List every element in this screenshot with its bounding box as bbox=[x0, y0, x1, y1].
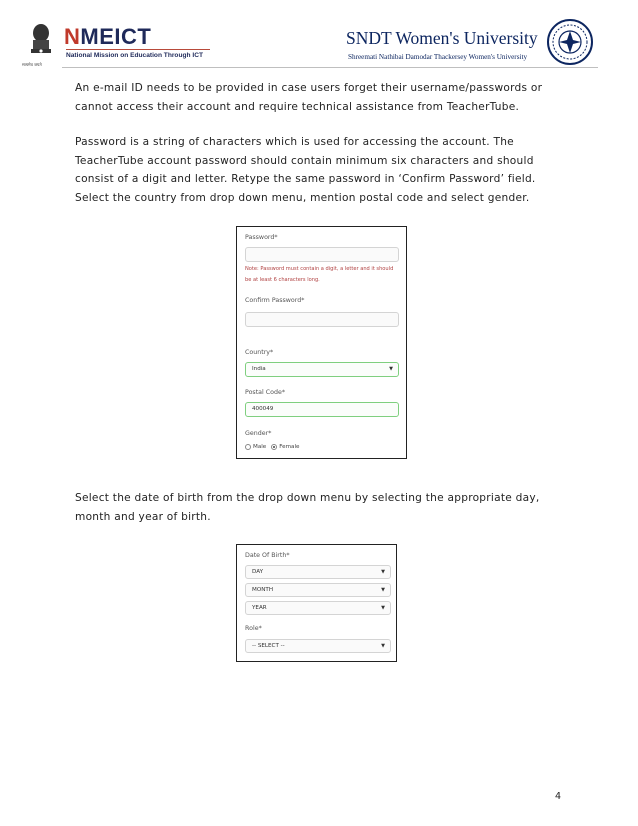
nmeict-logo: NMEICT bbox=[64, 24, 152, 49]
day-select[interactable] bbox=[245, 565, 391, 579]
country-label: Country* bbox=[245, 349, 274, 356]
day-value: DAY bbox=[252, 569, 264, 575]
postal-code-input[interactable] bbox=[245, 402, 399, 417]
email-paragraph bbox=[75, 79, 542, 116]
password-note: Note: Password must contain a digit, a letter and it should be at least 6 characters long. bbox=[245, 266, 394, 283]
gender-male-label: Male bbox=[253, 444, 267, 450]
dob-label: Date Of Birth* bbox=[245, 552, 290, 559]
password-paragraph-line: Select the country from drop down menu, mention postal code and select gender. bbox=[75, 191, 530, 204]
dob-paragraph-line: Select the date of birth from the drop down menu by selecting the appropriate day, bbox=[75, 492, 540, 504]
password-paragraph-line: TeacherTube account password should contain minimum six characters and should bbox=[75, 154, 534, 167]
gender-label: Gender* bbox=[245, 430, 272, 437]
gender-female-label: Female bbox=[279, 444, 300, 450]
university-name: SNDT Women's University bbox=[346, 28, 538, 48]
country-select[interactable] bbox=[245, 362, 399, 377]
confirm-password-label: Confirm Password* bbox=[245, 297, 305, 304]
role-value: -- SELECT -- bbox=[252, 643, 285, 649]
password-label: Password* bbox=[245, 234, 278, 241]
dob-paragraph bbox=[75, 489, 539, 526]
year-select[interactable] bbox=[245, 601, 391, 615]
nmeict-subtitle: National Mission on Education Through ICT bbox=[66, 52, 203, 59]
nmeict-logo-rest: MEICT bbox=[80, 24, 152, 49]
dob-form-screenshot bbox=[236, 544, 397, 662]
postal-code-label: Postal Code* bbox=[245, 389, 286, 396]
header-divider bbox=[62, 67, 598, 68]
dob-paragraph-line: month and year of birth. bbox=[75, 510, 211, 523]
registration-form-screenshot bbox=[236, 226, 407, 459]
emblem-caption: सत्यमेव जयते bbox=[22, 62, 42, 67]
year-value: YEAR bbox=[252, 605, 267, 611]
page-header bbox=[0, 0, 638, 68]
chevron-down-icon: ▼ bbox=[381, 643, 385, 649]
chevron-down-icon: ▼ bbox=[381, 605, 385, 611]
university-subtitle: Shreemati Nathibai Damodar Thackersey Women's University bbox=[348, 53, 528, 61]
role-label: Role* bbox=[245, 625, 262, 632]
email-paragraph-line: cannot access their account and require technical assistance from TeacherTube. bbox=[75, 100, 520, 113]
password-paragraph-line: Password is a string of characters which is used for accessing the account. The bbox=[75, 136, 514, 148]
country-value: India bbox=[252, 366, 266, 372]
password-paragraph bbox=[75, 133, 536, 207]
nmeict-divider bbox=[66, 49, 210, 50]
chevron-down-icon: ▼ bbox=[389, 366, 393, 372]
postal-code-value: 400049 bbox=[252, 406, 274, 412]
month-value: MONTH bbox=[252, 587, 274, 593]
university-seal-icon bbox=[546, 18, 594, 66]
email-paragraph-line: An e-mail ID needs to be provided in case users forget their username/passwords or bbox=[75, 82, 543, 94]
chevron-down-icon: ▼ bbox=[381, 569, 385, 575]
chevron-down-icon: ▼ bbox=[381, 587, 385, 593]
role-select[interactable] bbox=[245, 639, 391, 653]
gender-male-radio[interactable] bbox=[245, 444, 251, 450]
password-paragraph-line: consist of a digit and letter. Retype the same password in ‘Confirm Password’ field. bbox=[75, 173, 536, 185]
gender-radio-group bbox=[245, 444, 299, 450]
gender-female-radio[interactable] bbox=[271, 444, 277, 450]
page-number: 4 bbox=[555, 791, 562, 802]
password-input[interactable] bbox=[245, 247, 399, 262]
confirm-password-input[interactable] bbox=[245, 312, 399, 327]
national-emblem-icon bbox=[28, 22, 54, 62]
month-select[interactable] bbox=[245, 583, 391, 597]
